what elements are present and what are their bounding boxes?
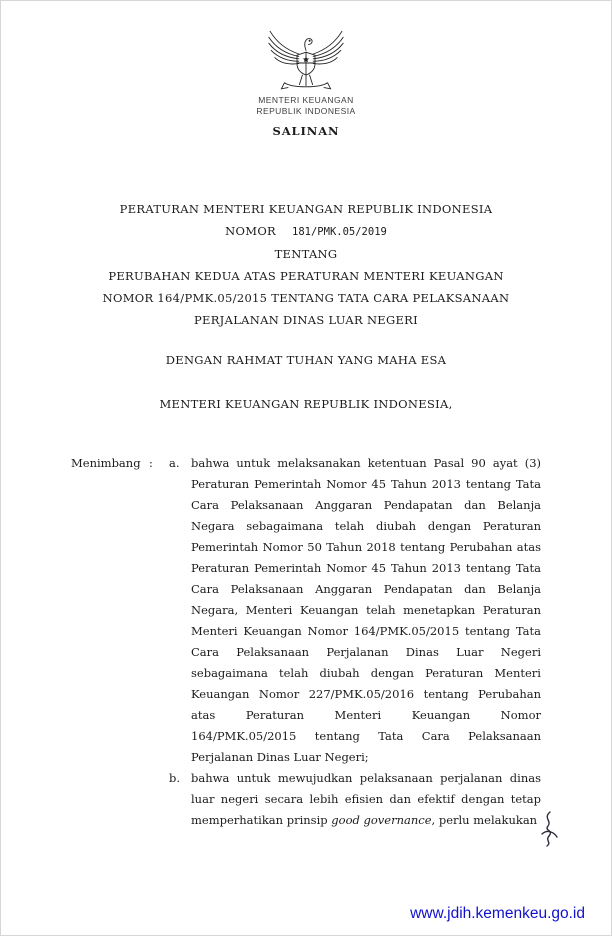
subject-line-1: PERUBAHAN KEDUA ATAS PERATURAN MENTERI KEUANGAN (108, 269, 504, 283)
item-b-marker: b. (169, 771, 181, 785)
menimbang-label: Menimbang (71, 456, 141, 470)
copy-label: SALINAN (272, 124, 340, 138)
ministry-name-line2: REPUBLIK INDONESIA (256, 106, 356, 116)
item-a-marker: a. (169, 456, 180, 470)
subject-line-3: PERJALANAN DINAS LUAR NEGERI (193, 313, 418, 327)
jdih-footer-link[interactable]: www.jdih.kemenkeu.go.id (410, 905, 585, 922)
letterhead (1, 1, 611, 138)
ministry-name-line1: MENTERI KEUANGAN (258, 95, 354, 105)
item-b-text-italic: good governance (331, 813, 432, 827)
authority-line: MENTERI KEUANGAN REPUBLIK INDONESIA, (159, 397, 453, 411)
menimbang-item-a (169, 453, 541, 768)
item-b-text-post: , perlu melakukan (431, 813, 538, 827)
item-b-text-pre: bahwa untuk mewujudkan pelaksanaan perjalanan dinas luar negeri secara lebih efisien dan efektif dengan tetap memperhatikan prinsip (191, 771, 541, 827)
menimbang-item-b (169, 768, 541, 831)
invocation-line: DENGAN RAHMAT TUHAN YANG MAHA ESA (165, 353, 447, 367)
menimbang-section (71, 453, 541, 831)
regulation-number-line (1, 220, 611, 243)
handwritten-initial-icon (539, 811, 559, 847)
menimbang-items (169, 453, 541, 831)
tentang-label: TENTANG (274, 247, 338, 261)
nomor-value: 181/PMK.05/2019 (292, 226, 387, 238)
garuda-pancasila-emblem-icon (1, 25, 611, 95)
subject-line-2: NOMOR 164/PMK.05/2015 TENTANG TATA CARA PELAKSANAAN (102, 291, 510, 305)
menimbang-colon: : (149, 456, 153, 470)
item-b-text (191, 768, 541, 831)
regulation-title-line: PERATURAN MENTERI KEUANGAN REPUBLIK INDONESIA (119, 202, 493, 216)
regulation-title-block (1, 198, 611, 415)
item-a-text: bahwa untuk melaksanakan ketentuan Pasal 90 ayat (3) Peraturan Pemerintah Nomor 45 Tahun 2013 tentang Tata Cara Pelaksanaan Anggaran Pendapatan dan Belanja Negara sebagaimana telah diubah dengan Peraturan Pemerintah Nomor 50 Tahun 2018 tentang Perubahan atas Peraturan Pemerintah Nomor 45 Tahun 2013 tentang Tata Cara Pelaksanaan Anggaran Pendapatan dan Belanja Negara, Menteri Keuangan telah menetapkan Peraturan Menteri Keuangan Nomor 164/PMK.05/2015 tentang Tata Cara Pelaksanaan Perjalanan Dinas Luar Negeri sebagaimana telah diubah dengan Peraturan Menteri Keuangan Nomor 227/PMK.05/2016 tentang Perubahan atas Peraturan Menteri Keuangan Nomor 164/PMK.05/2015 tentang Tata Cara Pelaksanaan Perjalanan Dinas Luar Negeri; (191, 456, 541, 764)
nomor-label: NOMOR (225, 224, 277, 238)
